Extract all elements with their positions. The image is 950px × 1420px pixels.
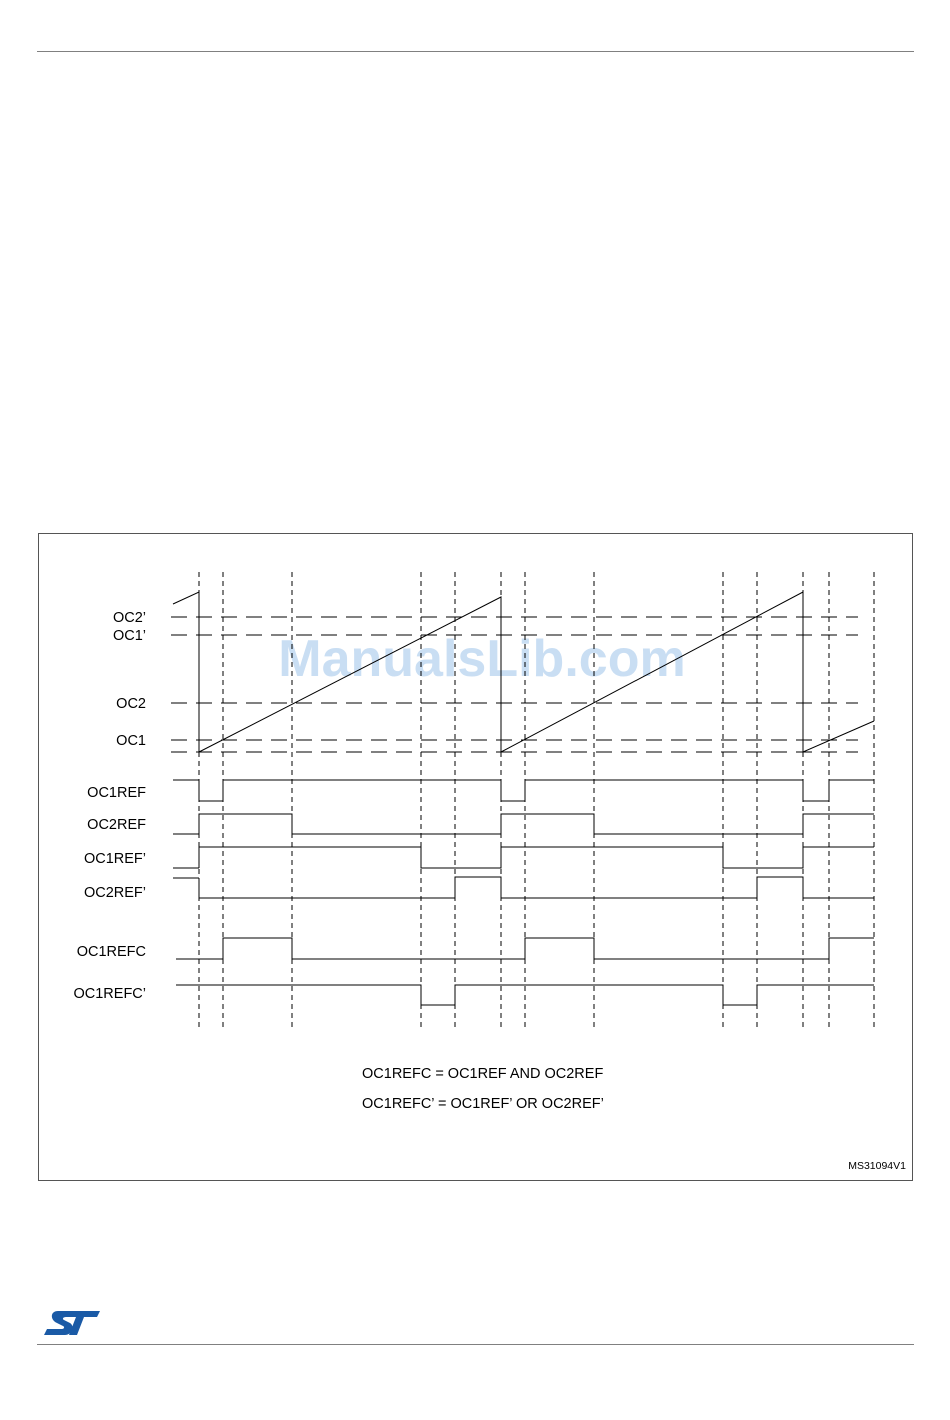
oc1ref-prime-waveform [199,847,874,868]
level-label-oc1-prime: OC1’ [112,628,146,644]
watermark-text: ManualsLib.com [278,630,686,688]
level-label-oc2: OC2 [116,696,146,712]
signal-label-oc2ref: OC2REF [87,817,146,833]
level-label-oc2-prime: OC2’ [112,610,146,626]
footer-rule [37,1344,914,1345]
signal-label-oc1ref-prime: OC1REF’ [83,851,146,867]
signal-label-oc1refc: OC1REFC [76,944,146,960]
oc1refc-waveform [176,938,874,959]
level-label-oc1: OC1 [116,733,146,749]
st-logo-mark [44,1311,100,1335]
oc2ref-prime-waveform [199,877,874,898]
signal-label-oc1ref: OC1REF [87,785,146,801]
signal-label-oc1refc-prime: OC1REFC’ [73,986,146,1002]
equation-and: OC1REFC = OC1REF AND OC2REF [362,1066,604,1082]
oc2ref-waveform [173,814,874,834]
st-logo [44,1310,102,1336]
figure-reference: MS31094V1 [848,1160,906,1172]
oc1ref-waveform [173,780,874,801]
waveforms [173,780,874,1005]
equation-or: OC1REFC’ = OC1REF’ OR OC2REF’ [362,1096,604,1112]
signal-label-oc2ref-prime: OC2REF’ [83,885,146,901]
